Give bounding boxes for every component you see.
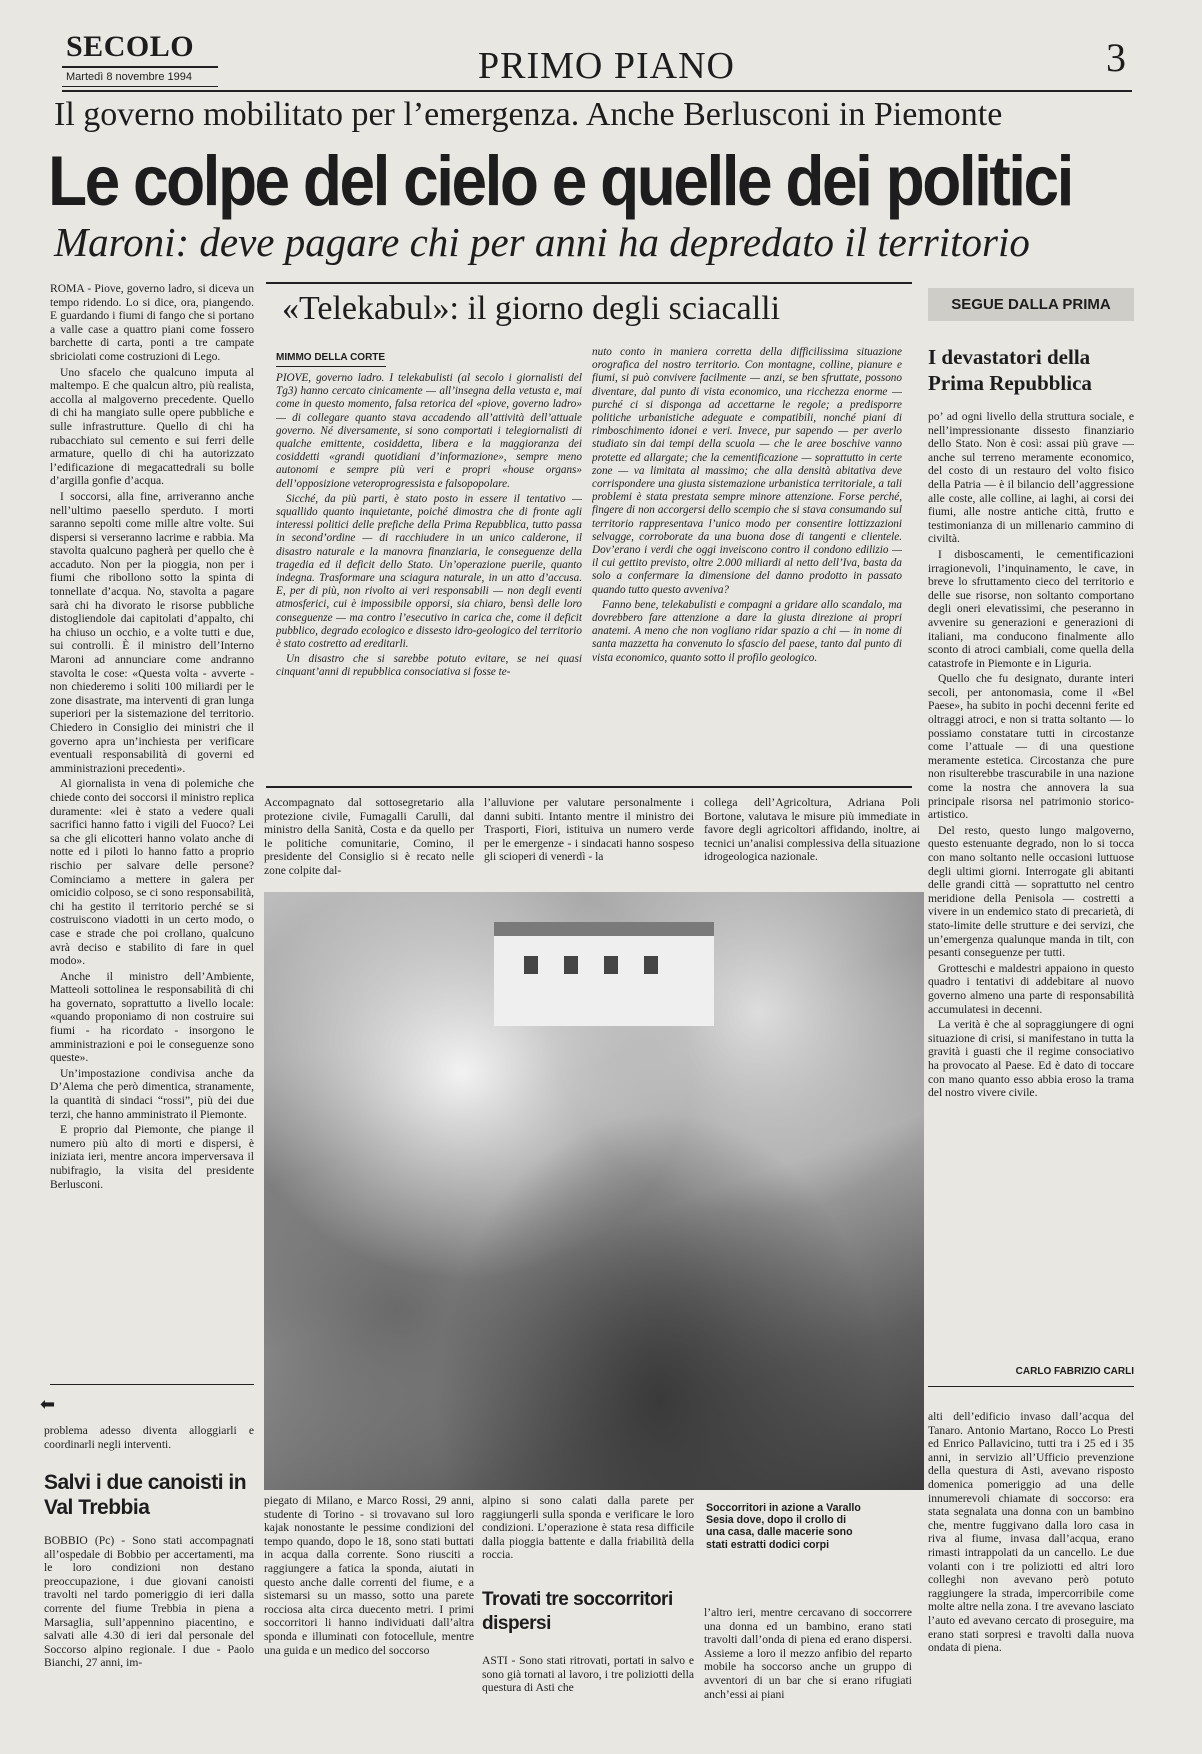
soccorritori-column-2 bbox=[704, 1606, 912, 1744]
canoisti-column-1 bbox=[44, 1534, 254, 1742]
middle-article-column-2 bbox=[484, 796, 694, 886]
asti-paragraph: alti dell’edificio invaso dall’acqua del Tanaro. Antonio Martano, Rocco Lo Presti ed Enrico Pallavicino, tutti tra i 25 ed i 35 anni, in servizio all’Ufficio prevenzione della questura di Asti, avevano risposto domenica pomeriggio ad una delle innumerevoli chiamate di soccorso: era stata segnalata una donna con un bambino che, mentre fuggivano dalla loro casa in riva al fiume, invasa dall’acqua, erano rimasti intrappolati da un cancello. Le due volanti con i tre poliziotti ed altri loro colleghi non avevano però potuto raggiungere la strada, impercorribile come molte altre nella zona. I tre avevano lasciato l’auto ed avevano cercato di proseguire, ma erano stati sorpresi e travolti dalla nuova ondata di piena. bbox=[928, 1410, 1134, 1655]
telekabul-paragraph: nuto conto in maniera corretta della difficilissima situazione orografica del nostro territorio. Con montagne, colline, pianure e fiumi, si può convivere facilmente — anzi, se ben sfruttate, possono diventare, dal punto di vista economico, una ricchezza enorme — purché ci si disponga ad accettarne le regole; a predisporre politiche urbanistiche adeguate e compatibili, nonché piani di rimboschimento idonei e veri. Invece, pur sapendo — per averlo studiato sin dai tempi della scuola — che le aree boschive vanno protette ed allargate; che la cementificazione — soprattutto in certe zone — va limitata al massimo; che alla densità abitativa deve corrispondere una giusta sistemazione urbanistica territoriale, a tali problemi è stata prestata sempre minore attenzione. Forse perché, fingere di non accorgersi dello scempio che si stava consumando sul territorio rappresentava l’unico modo per consentire lottizzazioni selvagge, corroborate da una buona dose di tangenti e clientele. Dov’erano i verdi che oggi inveiscono contro il condono edilizio — il cui gettito previsto, oltre 2.000 miliardi al netto dell’Iva, basta da solo a confermare la dimensione del danno prodotto in passato quando tutto questo avveniva? bbox=[592, 346, 902, 596]
right-paragraph: po’ ad ogni livello della struttura sociale, e nell’impressionante dissesto finanziario dello Stato. Non è così: assai più grave — anche sul terreno meramente economico, del costo di un restauro del volto fisico della Patria — è il bilancio dell’aggressione alle coste, alle colline, ai laghi, ai corsi dei fiumi, alle nostre antiche città, frutto e testimonianza di un millenario cammino di civiltà. bbox=[928, 410, 1134, 546]
issue-date: Martedì 8 novembre 1994 bbox=[66, 71, 192, 83]
continuation-arrow-icon: ⬅ bbox=[40, 1394, 56, 1415]
page-number: 3 bbox=[1106, 35, 1126, 80]
canoisti-paragraph: BOBBIO (Pc) - Sono stati accompagnati all’ospedale di Bobbio per accertamenti, ma le loro condizioni non destano preoccupazione, i due giovani canoisti travolti nel tardo pomeriggio di ieri dalla corrente del fiume Trebbia in piena a Marsaglia, sull’appennino piacentino, e salvati alle 4.30 di ieri dal personale del Soccorso alpino regionale. I due - Paolo Bianchi, 27 anni, im- bbox=[44, 1534, 254, 1670]
lead-article-column bbox=[50, 282, 254, 1376]
lead-paragraph: I soccorsi, alla fine, arriveranno anche nell’ultimo paesello sperduto. I morti saranno sepolti come mille altre volte. Sui dispersi si verseranno lacrime e rabbia. Ma stavolta qualcuno pagherà per quello che è accaduto. Non per la pioggia, non per i fiumi che ribollono sotto la spinta di tonnellate d’acqua. No, stavolta a pagare sarà chi ha divorato le risorse pubbliche distogliendole dai capitolati d’appalto, chi ha chiuso un occhio, e a volte tutti e due, sui controlli. È il ministro dell’Interno Maroni ad annunciare come andranno stavolta le cose: «Questa volta - avverte - non chiederemo i soliti 100 miliardi per le zone disastrate, ma interventi di gran lunga superiori per la sistemazione del territorio. Chiedero in Consiglio dei ministri che il governo apra un’inchiesta per verificare eventuali responsabilità di governi ed amministrazioni precedenti». bbox=[50, 489, 254, 775]
middle-article-column-3 bbox=[704, 796, 920, 886]
canoisti-paragraph: piegato di Milano, e Marco Rossi, 29 anni, studente di Torino - si trovavano sul loro kajak nonostante le pessime condizioni del tempo quando, dopo le 18, sono stati buttati in acqua dalla corrente. Sono riusciti a raggiungere a fatica la sponda, aiutati in questo anche dalle correnti del fiume, e a sistemarsi su un masso, sotto una parete rocciosa alta circa duecento metri. I primi soccorritori li hanno individuati dall’altra sponda e illuminati con fotocellule, mentre una guida e un medico del soccorso bbox=[264, 1494, 474, 1657]
telekabul-box-top bbox=[266, 282, 912, 284]
rescue-photo bbox=[264, 892, 924, 1490]
logo-underline bbox=[62, 66, 218, 68]
right-paragraph: La verità è che al sopraggiungere di ogni situazione di crisi, si manifestano in tutta la gravità i guasti che il regime consociativo ha provocato al Paese. Ed è dato di toccare con mano quanto esso abbia eroso la trama del nostro vivere civile. bbox=[928, 1018, 1134, 1100]
telekabul-box-bottom bbox=[266, 786, 912, 788]
canoisti-title: Salvi i due canoisti in Val Trebbia bbox=[44, 1471, 247, 1519]
right-article-column bbox=[928, 410, 1134, 1352]
right-column-title: I devastatori della Prima Repubblica bbox=[928, 345, 1092, 395]
canoisti-column-3 bbox=[482, 1494, 694, 1578]
column-divider bbox=[50, 1384, 254, 1385]
lead-paragraph: Anche il ministro dell’Ambiente, Matteoli sottolinea le responsabilità di chi ha governato, soprattutto a livello locale: «quando proponiamo di non costruire sui fiumi - ha ricordato - insorgono le amministrazioni e poi le conseguenze sono queste». bbox=[50, 969, 254, 1065]
lead-paragraph: Un’impostazione condivisa anche da D’Alema che però dimentica, stranamente, la quantità di sindaci “rossi”, più dei due terzi, che hanno amministrato il Piemonte. bbox=[50, 1066, 254, 1121]
telekabul-paragraph: PIOVE, governo ladro. I telekabulisti (al secolo i giornalisti del Tg3) hanno cercato cinicamente — all’insegna della vetusta e, mai come in questo momento, falsa retorica del «piove, governo ladro» — di collegare quanto stava accadendo all’attività dell’attuale governo. Né diversamente, si sono comportati i telegiornalisti di qualche emittente, cosiddetta, libera e la maggioranza dei cosiddetti «grandi quotidiani d’informazione», sempre meno autonomi e sempre più veri e propri «house organs» dell’opposizione veteroprogressista e falsopopolare. bbox=[276, 372, 582, 490]
intro-paragraph: problema adesso diventa alloggiarli e coordinarli negli interventi. bbox=[44, 1424, 254, 1451]
right-paragraph: Quello che fu designato, durante interi secoli, per antonomasia, come il «Bel Paese», ha subito in pochi decenni ferite ed oltraggi atroci, e non si tratta soltanto — lo possiamo constatare tutti in circostanze come l’attuale — di una questione meramente estetica. Circostanza che pure non risulterebbe trascurabile in una nazione come la nostra che annovera la sua principale risorsa nel patrimonio storico-artistico. bbox=[928, 672, 1134, 822]
telekabul-paragraph: Sicché, da più parti, è stato posto in essere il tentativo — squallido quanto inquietante, poiché dimostra che di fronte agli interessi politici delle prefiche della Prima Repubblica, tutto passa in second’ordine — di racchiudere in un unico calderone, il disastro naturale e la manovra finanziaria, le conseguenze della tragedia ed il deficit dello Stato. Un’operazione puerile, quanto indegna. Trasformare una sciagura naturale, in un atto d’accusa. E, per di più, non rivolto ai veri responsabili — non degli eventi atmosferici, cui è impossibile opporsi, sia chiaro, bensì delle loro conseguenze — ma contro l’esecutivo in carica che, come il deficit pubblico, degrado ecologico e dissesto idro-geologico del territorio è stato costretto ad ereditarli. bbox=[276, 492, 582, 651]
right-column-rule bbox=[928, 1386, 1134, 1387]
telekabul-title: «Telekabul»: il giorno degli sciacalli bbox=[282, 290, 781, 327]
lead-paragraph: E proprio dal Piemonte, che piange il numero più alto di morti e dispersi, è iniziata ieri, mentre ancora imperversava il nubifragio, la visita del presidente Berlusconi. bbox=[50, 1123, 254, 1191]
telekabul-byline: MIMMO DELLA CORTE bbox=[276, 352, 386, 363]
right-paragraph: Del resto, questo lungo malgoverno, questo estenuante degrado, non lo si tocca con mano soltanto nelle occasioni luttuose degli ultimi giorni. Interrogate gli abitanti delle grandi città — soprattutto nel centro meridione della Penisola — costretti a vivere in un endemico stato di precarietà, di stato-limite delle strutture e dei servizi, che un’emergenza qualunque manda in tilt, con pesanti conseguenze per tutti. bbox=[928, 823, 1134, 960]
telekabul-paragraph: Un disastro che si sarebbe potuto evitare, se nei quasi cinquant’anni di repubblica consociativa si fosse te- bbox=[276, 653, 582, 679]
headline-subtitle: Maroni: deve pagare chi per anni ha depredato il territorio bbox=[54, 219, 1030, 265]
canoisti-intro bbox=[44, 1424, 254, 1454]
middle-paragraph: l’alluvione per valutare personalmente i danni subiti. Intanto mentre il ministro dei Trasporti, Fiori, istituiva un numero verde per le emergenze - i sindacati hanno sospeso gli scioperi di venerdì - la bbox=[484, 796, 694, 864]
middle-paragraph: Accompagnato dal sottosegretario alla protezione civile, Fumagalli Carulli, dal ministro della Sanità, Costa e da quello per le politiche comunitarie, Comino, il presidente del Consiglio si è recato nelle zone colpite dal- bbox=[264, 796, 474, 877]
masthead-rule bbox=[62, 90, 1132, 92]
collapsed-house bbox=[494, 922, 714, 1026]
lead-paragraph: Al giornalista in vena di polemiche che chiede conto dei soccorsi il ministro replica duramente: «lei è stato a vedere quali sacrifici hanno fatto i vigili del Fuoco? Lei sa che gli elicotteri hanno volato anche di notte ed i piloti lo hanno fatto a proprio rischio per salvare delle persone? Cominciamo a mettere in galera per omicidio colposo, se ci sono responsabilità, chi ha gestito il territorio perché se si costruiscono viadotti in un certo modo, o case e strade che poi crollano, qualcuno avrà deciso e stabilito di fare in quel modo». bbox=[50, 777, 254, 968]
canoisti-paragraph: alpino si sono calati dalla parete per raggiungerli sulla sponda e verificare le loro condizioni. L’operazione è stata resa difficile dalla pioggia battente e dalla friabilità della roccia. bbox=[482, 1494, 694, 1562]
segue-label: SEGUE DALLA PRIMA bbox=[928, 288, 1134, 321]
soccorritori-column-1 bbox=[482, 1654, 694, 1744]
soccorritori-title: Trovati tre soccorritori dispersi bbox=[482, 1589, 673, 1634]
right-paragraph: I disboscamenti, le cementificazioni irragionevoli, l’inquinamento, le cave, in breve lo sfruttamento cieco del territorio e delle sue risorse, non soltanto comportano degli oneri elevatissimi, che peseranno in avvenire su generazioni e generazioni di italiani, ma conducono finalmente allo sconto di atroci cambiali, come quella della catastrofe in Piemonte e in Liguria. bbox=[928, 547, 1134, 670]
telekabul-paragraph: Fanno bene, telekabulisti e compagni a gridare allo scandalo, ma dovrebbero fare attenzione a dare la giusta direzione ai propri anatemi. A meno che non vogliano ridar spazio a chi — in nome di santa mazzetta ha convenuto lo sfascio del paese, tanto dal punto di vista economico, quanto sotto il profilo geologico. bbox=[592, 598, 902, 664]
telekabul-column-1 bbox=[276, 372, 582, 782]
middle-article-column-1 bbox=[264, 796, 474, 886]
asti-continuation-column bbox=[928, 1410, 1134, 1740]
right-article-author: CARLO FABRIZIO CARLI bbox=[1015, 1366, 1134, 1377]
lead-paragraph: Uno sfacelo che qualcuno imputa al maltempo. E che qualcun altro, più realista, accolla al malgoverno precedente. Quello di chi ha mangiato sulle opere pubbliche e sulle infrastrutture. Quello di chi ha rubacchiato sul cemento e sui ferri delle armature, quello di chi ha autorizzato l’edificazione di megacattedrali su bolle d’argilla gonfie d’acqua. bbox=[50, 365, 254, 488]
byline-rule bbox=[276, 366, 386, 367]
soccorritori-paragraph: ASTI - Sono stati ritrovati, portati in salvo e sono già tornati al lavoro, i tre poliziotti della questura di Asti che bbox=[482, 1654, 694, 1695]
photo-caption: Soccorritori in azione a Varallo Sesia dove, dopo il crollo di una casa, dalle macerie sono stati estratti dodici corpi bbox=[706, 1502, 861, 1551]
canoisti-column-2 bbox=[264, 1494, 474, 1744]
headline-title: Le colpe del cielo e quelle dei politici bbox=[48, 141, 1072, 221]
masthead-rule-left bbox=[62, 86, 218, 87]
newspaper-logo: SECOLO bbox=[66, 30, 195, 63]
telekabul-column-2 bbox=[592, 346, 902, 782]
headline-kicker: Il governo mobilitato per l’emergenza. Anche Berlusconi in Piemonte bbox=[54, 96, 1003, 133]
section-title: PRIMO PIANO bbox=[478, 45, 735, 87]
soccorritori-paragraph: l’altro ieri, mentre cercavano di soccorrere una donna ed un bambino, erano stati travolti dall’onda di piena ed erano dispersi. Assieme a loro il mezzo anfibio del reparto mobile ha soccorso anche un gruppo di avventori di un bar che si erano rifugiati anch’essi ai piani bbox=[704, 1606, 912, 1701]
lead-paragraph: ROMA - Piove, governo ladro, si diceva un tempo ridendo. Lo si dice, ora, piangendo. E guardando i fiumi di fango che si portano a valle case a quattro piani come fossero barchette di carta, ponti a tre campate sbriciolati come costruzioni di Lego. bbox=[50, 282, 254, 363]
middle-paragraph: collega dell’Agricoltura, Adriana Poli Bortone, valutava le misure più immediate in favore degli agricoltori affidando, inoltre, ai tecnici un’analisi complessiva della situazione idrogeologica nazionale. bbox=[704, 796, 920, 864]
right-paragraph: Grotteschi e maldestri appaiono in questo quadro i tentativi di addebitare al nuovo governo almeno una parte di responsabilità accumulatesi in decenni. bbox=[928, 961, 1134, 1016]
